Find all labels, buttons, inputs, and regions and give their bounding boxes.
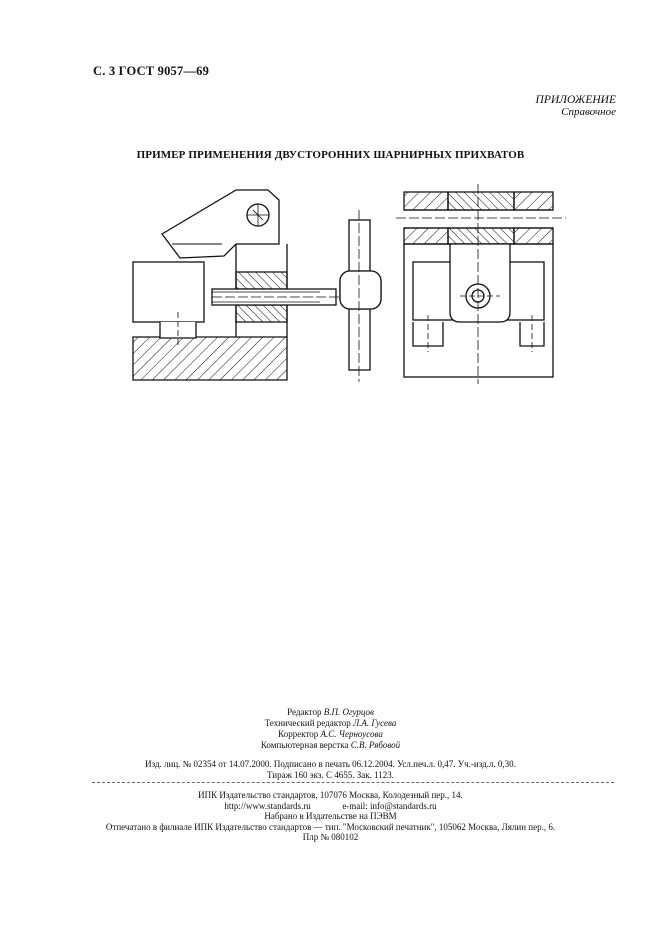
website-link[interactable]: http://www.standards.ru bbox=[224, 800, 311, 811]
section-title: ПРИМЕР ПРИМЕНЕНИЯ ДВУСТОРОННИХ ШАРНИРНЫХ ПРИХВАТОВ bbox=[136, 149, 525, 161]
credits-block bbox=[0, 707, 661, 751]
imprint-block bbox=[0, 790, 661, 843]
publication-line-2: Тираж 160 экз. С 4655. Зак. 1123. bbox=[266, 769, 395, 780]
imprint-line-3: Набрано в Издательстве на ПЭВМ bbox=[264, 811, 397, 821]
mid-plate-left bbox=[404, 228, 448, 244]
top-plate-right bbox=[514, 192, 553, 210]
body-upper bbox=[236, 272, 287, 289]
publication-info bbox=[0, 759, 661, 780]
body-lower bbox=[236, 305, 287, 322]
mid-plate-mid bbox=[448, 228, 514, 244]
credits-layout: Компьютерная верстка С.В. Рябовой bbox=[260, 740, 401, 750]
clamp-side-view bbox=[133, 190, 381, 382]
top-plate-mid bbox=[448, 192, 514, 210]
divider bbox=[92, 782, 614, 783]
appendix-title: ПРИЛОЖЕНИЕ bbox=[535, 94, 616, 106]
mid-plate-right bbox=[514, 228, 553, 244]
email-link[interactable]: e-mail: info@standards.ru bbox=[342, 800, 437, 811]
credits-tech-editor: Технический редактор Л.А. Гусева bbox=[264, 718, 397, 728]
imprint-line-5: Плр № 080102 bbox=[302, 832, 359, 842]
page-number: С. 3 ГОСТ 9057—69 bbox=[93, 64, 210, 78]
imprint-line-2 bbox=[0, 801, 661, 812]
workpiece bbox=[133, 262, 204, 322]
appendix-subtitle: Справочное bbox=[561, 106, 616, 118]
clamp-body-front bbox=[450, 244, 510, 322]
base-plate bbox=[133, 337, 287, 380]
imprint-line-4: Отпечатано в филиале ИПК Издательство стандартов — тип. "Московский печатник", 105062 Москва, Лялин пер., 6. bbox=[105, 821, 556, 832]
imprint-line-1: ИПК Издательство стандартов, 107076 Москва, Колодезный пер., 14. bbox=[198, 790, 463, 800]
clamp-front-view bbox=[396, 184, 566, 384]
credits-editor: Редактор В.П. Огурцов bbox=[287, 707, 374, 717]
top-plate-left bbox=[404, 192, 448, 210]
publication-line-1: Изд. лиц. № 02354 от 14.07.2000. Подписано в печать 06.12.2004. Усл.печ.л. 0,47. Уч.-изд.л. 0,30. bbox=[145, 759, 516, 769]
credits-corrector: Корректор А.С. Черноусова bbox=[278, 729, 383, 739]
